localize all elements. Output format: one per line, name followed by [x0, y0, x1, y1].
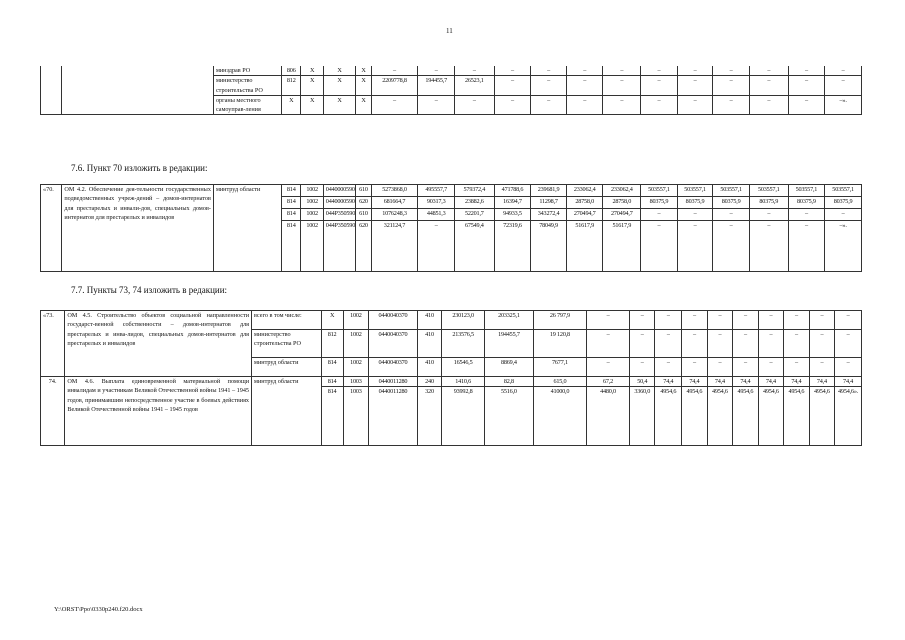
table-cell: Х: [301, 95, 323, 115]
table-cell: –: [707, 311, 733, 330]
table-cell: Х: [323, 95, 356, 115]
table-cell: –: [788, 221, 825, 272]
table-cell: 814: [321, 358, 343, 377]
table-cell: –: [749, 209, 788, 221]
table-cell: –: [587, 358, 630, 377]
table-cell: Х: [301, 76, 323, 96]
row-label: министерство строительства РО: [213, 76, 281, 96]
table-cell: 2209778,8: [371, 76, 418, 96]
table-cell: 41000,0: [533, 387, 586, 446]
table-cell: 82,8: [485, 377, 534, 387]
table-cell: 681664,7: [371, 197, 418, 209]
footer-file-path: Y:\ORST\Ppo\0330p240.f20.docx: [54, 606, 143, 613]
table-cell: 0440011280: [369, 387, 418, 446]
table-cell: 90317,3: [418, 197, 455, 209]
table-cell: –: [713, 66, 750, 76]
table-cell: 80375,9: [749, 197, 788, 209]
table-cell: 5516,0: [485, 387, 534, 446]
table-cell: –: [531, 95, 567, 115]
table-cell: 471788,6: [494, 185, 531, 197]
table-cell: –: [733, 330, 759, 358]
table-cell: 1410,6: [442, 377, 485, 387]
table-cell: –: [713, 209, 750, 221]
table-cell: 4954,6: [733, 387, 759, 446]
table-cell: –: [707, 358, 733, 377]
table-cell: 213576,5: [442, 330, 485, 358]
table-cell: –: [788, 95, 825, 115]
table-cell: 74,4: [655, 377, 682, 387]
item-title: ОМ 4.2. Обеспечение дея-тельности государственных подведомственных учреж-дений – домов-интернатов для престарелых и инвали-дов, специальных домов-интернатов для престарелых и инвалидов: [62, 185, 214, 272]
table-cell: –: [494, 76, 531, 96]
table-cell: –: [825, 66, 862, 76]
item-number: 74.: [41, 377, 65, 446]
table-cell: 67549,4: [455, 221, 495, 272]
table-cell: Х: [356, 66, 371, 76]
row-label: минздрав РО: [213, 66, 281, 76]
table-cell: 4954,6: [682, 387, 708, 446]
table-cell: –: [784, 330, 810, 358]
table-cell: Х: [321, 311, 343, 330]
table-cell: 1002: [343, 358, 369, 377]
table-cell: 320: [417, 387, 441, 446]
table-cell: 78049,9: [531, 221, 567, 272]
table-cell: –: [566, 66, 603, 76]
table-cell: 503557,1: [825, 185, 862, 197]
table-cell: 16394,7: [494, 197, 531, 209]
table-cell: –: [749, 95, 788, 115]
table-cell: –: [749, 221, 788, 272]
table-cell: 410: [417, 330, 441, 358]
table-cell: 74,4: [835, 377, 862, 387]
table-cell: 495557,7: [418, 185, 455, 197]
item-executor: минтруд области: [213, 185, 281, 272]
table-cell: 26523,1: [455, 76, 495, 96]
table-cell: 240: [417, 377, 441, 387]
table-cell: –: [733, 358, 759, 377]
table-cell: –: [629, 311, 655, 330]
table-cell: 620: [356, 197, 371, 209]
table-cell: –: [809, 330, 835, 358]
table-cell: 3360,0: [629, 387, 655, 446]
row-label: министерство строительства РО: [252, 330, 322, 358]
table-cell: –: [603, 66, 641, 76]
table-cell: 28758,0: [566, 197, 603, 209]
table-cell: –: [641, 221, 678, 272]
table-cell: Х: [301, 66, 323, 76]
table-cell: –: [629, 330, 655, 358]
table-cell: –: [418, 221, 455, 272]
table-cell: –: [713, 76, 750, 96]
table-cell: –: [531, 66, 567, 76]
table-cell: 4954,6».: [835, 387, 862, 446]
table-cell: 74,4: [758, 377, 784, 387]
table-cell: –: [566, 95, 603, 115]
table-cell: 19 120,8: [533, 330, 586, 358]
table-cell: 51617,9: [603, 221, 641, 272]
table-cell: 806: [282, 66, 301, 76]
table-cell: 1002: [343, 330, 369, 358]
table-cell: 52201,7: [455, 209, 495, 221]
table-cell: –: [758, 330, 784, 358]
table-cell: –: [641, 66, 678, 76]
table-item-70: [40, 184, 862, 272]
table-cell: 615,0: [533, 377, 586, 387]
table-cell: 4954,6: [707, 387, 733, 446]
table-cell: –: [655, 330, 682, 358]
table-cell: –: [809, 311, 835, 330]
table-cell: 812: [321, 330, 343, 358]
table-cell: –: [682, 358, 708, 377]
table-cell: –: [835, 311, 862, 330]
table-cell: 93992,8: [442, 387, 485, 446]
table-cell: 0440011280: [369, 377, 418, 387]
table-cell: 203325,1: [485, 311, 534, 330]
table-cell: 0440000590: [323, 185, 356, 197]
table-cell: –: [825, 209, 862, 221]
table-cell: 74,4: [809, 377, 835, 387]
table-cell: –: [758, 358, 784, 377]
table-cell: –: [455, 66, 495, 76]
table-cell: 503557,1: [749, 185, 788, 197]
table-cell: 270494,7: [566, 209, 603, 221]
table-cell: 230123,0: [442, 311, 485, 330]
table-cell: 80375,9: [713, 197, 750, 209]
table-cell: 233062,4: [603, 185, 641, 197]
cell-empty: [62, 66, 214, 115]
table-cell: –: [371, 66, 418, 76]
table-cell: 503557,1: [788, 185, 825, 197]
table-cell: –: [455, 95, 495, 115]
table-cell: 044P350590: [323, 209, 356, 221]
table-cell: 410: [417, 358, 441, 377]
table-cell: 812: [282, 76, 301, 96]
table-cell: –: [677, 221, 713, 272]
table-cell: –: [682, 330, 708, 358]
table-cell: 503557,1: [713, 185, 750, 197]
table-cell: 11298,7: [531, 197, 567, 209]
table-cell: 270494,7: [603, 209, 641, 221]
table-cell: 44851,3: [418, 209, 455, 221]
table-cell: 23882,6: [455, 197, 495, 209]
item-executor: минтруд области: [252, 377, 322, 446]
table-cell: 0440040370: [369, 330, 418, 358]
table-cell: 80375,9: [825, 197, 862, 209]
table-cell: –: [418, 66, 455, 76]
table-cell: –: [677, 66, 713, 76]
table-cell: –: [655, 311, 682, 330]
table-cell: 321124,7: [371, 221, 418, 272]
table-continuation: [40, 66, 862, 115]
table-cell: –: [749, 76, 788, 96]
table-cell: –: [655, 358, 682, 377]
item-title: ОМ 4.6. Выплата единовременной материальной помощи инвалидам и участникам Великой Отечественной войны 1941 – 1945 годов, принимавшим непосредственное участие в боевых действиях Великой Отечественной войны 1941 – 1945 годов: [65, 377, 252, 446]
table-cell: 044P350590: [323, 221, 356, 272]
table-cell: Х: [323, 76, 356, 96]
table-cell: 1002: [301, 185, 323, 197]
table-cell: 26 797,9: [533, 311, 586, 330]
table-cell: –: [749, 66, 788, 76]
row-label: органы местного самоуправ-ления: [213, 95, 281, 115]
table-cell: 4954,6: [784, 387, 810, 446]
table-cell: –: [784, 311, 810, 330]
table-cell: –: [603, 76, 641, 96]
table-cell: –: [641, 209, 678, 221]
table-cell: 239681,9: [531, 185, 567, 197]
table-cell: –: [641, 95, 678, 115]
table-cell: –: [788, 66, 825, 76]
table-cell: 51617,9: [566, 221, 603, 272]
table-cell: 1076248,3: [371, 209, 418, 221]
table-cell: 233062,4: [566, 185, 603, 197]
table-cell: 8869,4: [485, 358, 534, 377]
table-cell: 1002: [301, 209, 323, 221]
table-cell: –: [682, 311, 708, 330]
table-cell: 94933,5: [494, 209, 531, 221]
section-heading-7-6: 7.6. Пункт 70 изложить в редакции:: [71, 163, 208, 173]
table-cell: Х: [356, 95, 371, 115]
item-number: «73.: [41, 311, 65, 377]
item-title: ОМ 4.5. Строительство объектов социальной направленности государст-венной собственности – домов-интернатов для престарелых и инва-лидов, специальных домов-интернатов для престарелых и инвалидов: [65, 311, 252, 377]
table-cell: –: [371, 95, 418, 115]
table-cell: 7677,1: [533, 358, 586, 377]
table-cell: Х: [323, 66, 356, 76]
table-cell: 1002: [343, 311, 369, 330]
item-number: «70.: [41, 185, 62, 272]
table-cell: 1002: [301, 197, 323, 209]
table-cell: –: [566, 76, 603, 96]
table-cell: –: [835, 330, 862, 358]
table-cell: 67,2: [587, 377, 630, 387]
table-cell: 80375,9: [641, 197, 678, 209]
table-cell: 814: [282, 209, 301, 221]
table-cell: 814: [282, 221, 301, 272]
table-cell: 4480,0: [587, 387, 630, 446]
table-cell: 74,4: [707, 377, 733, 387]
table-cell: –: [758, 311, 784, 330]
table-cell: –: [809, 358, 835, 377]
table-cell: 28758,0: [603, 197, 641, 209]
table-cell: 5273868,0: [371, 185, 418, 197]
table-cell: –: [788, 76, 825, 96]
table-cell: 503557,1: [641, 185, 678, 197]
table-cell: –: [788, 209, 825, 221]
table-cell: 410: [417, 311, 441, 330]
table-cell: –: [531, 76, 567, 96]
row-label: всего в том числе:: [252, 311, 322, 330]
table-cell: 579372,4: [455, 185, 495, 197]
table-cell: –: [713, 95, 750, 115]
table-cell: 194455,7: [485, 330, 534, 358]
table-cell: 503557,1: [677, 185, 713, 197]
table-cell: 74,4: [784, 377, 810, 387]
table-cell: 814: [282, 185, 301, 197]
table-cell: –: [641, 76, 678, 96]
table-cell: –: [677, 76, 713, 96]
table-cell: –: [418, 95, 455, 115]
table-cell: 1003: [343, 377, 369, 387]
table-cell: 50,4: [629, 377, 655, 387]
table-cell: 74,4: [682, 377, 708, 387]
table-cell: 814: [321, 377, 343, 387]
table-cell: –: [784, 358, 810, 377]
table-cell: 4954,6: [655, 387, 682, 446]
table-cell: –: [494, 66, 531, 76]
table-cell: –: [713, 221, 750, 272]
table-cell: 72319,6: [494, 221, 531, 272]
table-cell: 4954,6: [809, 387, 835, 446]
table-cell: –: [587, 330, 630, 358]
table-cell: –: [587, 311, 630, 330]
table-cell: –: [835, 358, 862, 377]
table-cell: Х: [282, 95, 301, 115]
table-cell: –: [629, 358, 655, 377]
table-cell: 1002: [301, 221, 323, 272]
table-cell: 80375,9: [677, 197, 713, 209]
table-cell: 620: [356, 221, 371, 272]
cell-empty: [41, 66, 62, 115]
table-cell: –: [707, 330, 733, 358]
table-cell: 0440040370: [369, 358, 418, 377]
table-cell: 80375,9: [788, 197, 825, 209]
table-cell: 610: [356, 209, 371, 221]
table-cell: 814: [321, 387, 343, 446]
table-cell: 4954,6: [758, 387, 784, 446]
table-cell: 610: [356, 185, 371, 197]
table-cell: 74,4: [733, 377, 759, 387]
table-cell: 0440000590: [323, 197, 356, 209]
table-cell: –: [733, 311, 759, 330]
table-cell: –: [603, 95, 641, 115]
table-cell: 343272,4: [531, 209, 567, 221]
table-cell: –: [494, 95, 531, 115]
table-cell: –».: [825, 95, 862, 115]
table-cell: 814: [282, 197, 301, 209]
page-number: 11: [446, 27, 453, 35]
row-label: минтруд области: [252, 358, 322, 377]
table-cell: 1003: [343, 387, 369, 446]
table-cell: 16546,5: [442, 358, 485, 377]
table-items-73-74: [40, 310, 862, 446]
table-cell: 0440040370: [369, 311, 418, 330]
table-cell: –: [825, 76, 862, 96]
table-cell: –: [677, 95, 713, 115]
table-cell: Х: [356, 76, 371, 96]
table-cell: –».: [825, 221, 862, 272]
section-heading-7-7: 7.7. Пункты 73, 74 изложить в редакции:: [71, 285, 228, 295]
table-cell: –: [677, 209, 713, 221]
table-cell: 194455,7: [418, 76, 455, 96]
